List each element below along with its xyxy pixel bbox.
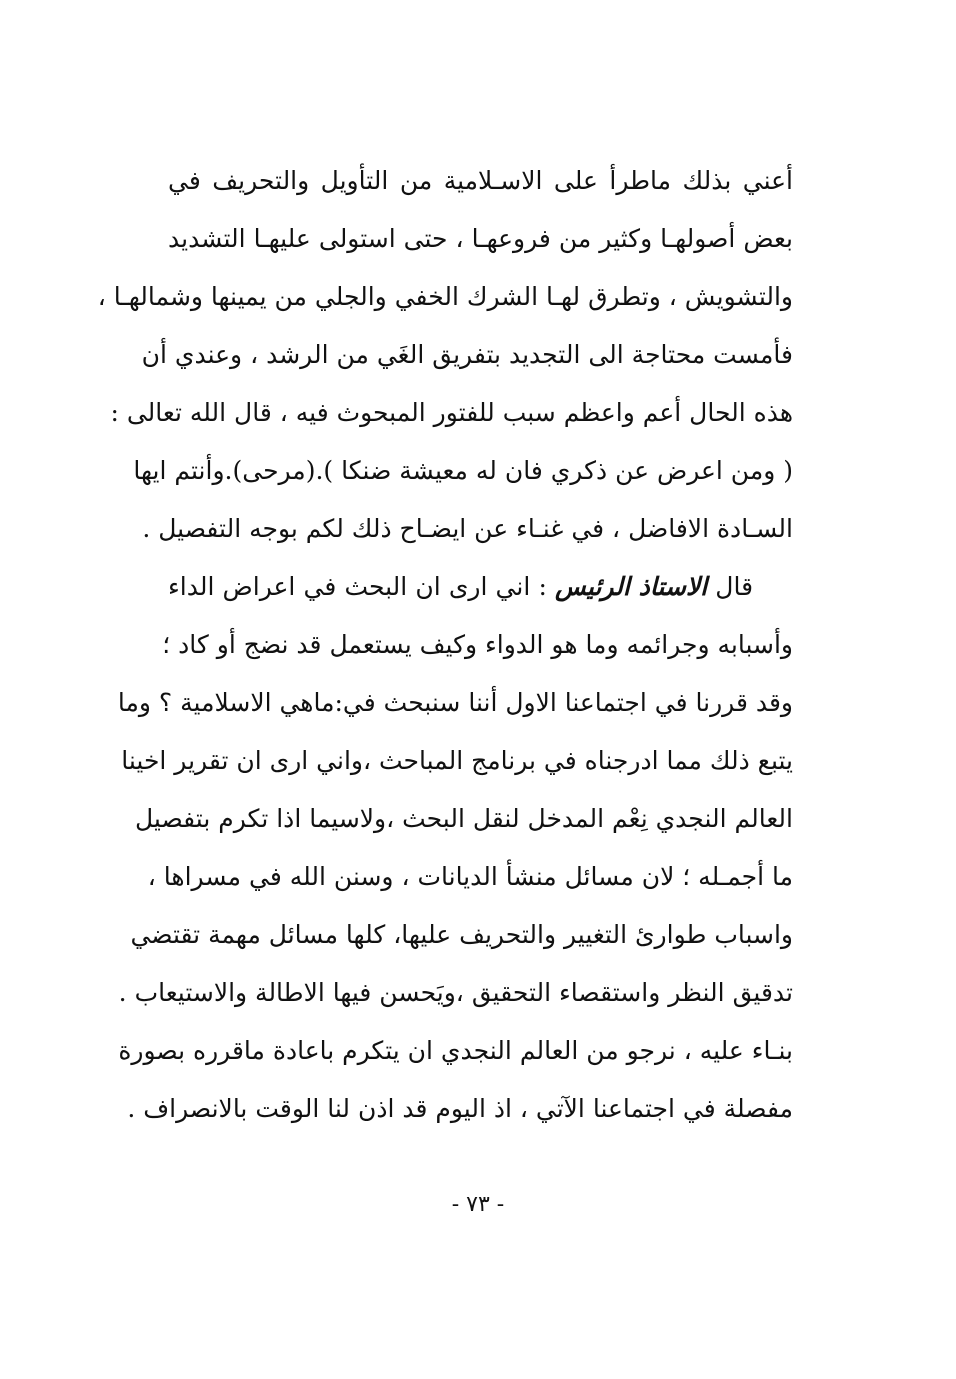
speaker-prefix: قال — [715, 572, 754, 601]
text-line: العالم النجدي نِعْم المدخل لنقل البحث ،ولاسيما اذا تكرم بتفصيل — [135, 804, 793, 833]
text-line: أعني بذلك ماطرأ على الاسـلامية من التأويل والتحريف في — [168, 166, 793, 195]
text-line: واسباب طوارئ التغيير والتحريف عليها، كلها مسائل مهمة تقتضي — [130, 920, 793, 949]
text-line: والتشويش ، وتطرق لهـا الشرك الخفي والجلي من يمينها وشمالهـا ، — [97, 282, 793, 311]
body-text — [97, 152, 793, 1138]
text-line: وقد قررنا في اجتماعنا الاول أننا سنبحث في:ماهي الاسلامية ؟ وما — [117, 688, 793, 717]
speaker-name: الاستاذ الرئيس — [555, 572, 708, 601]
text-line: يتبع ذلك مما ادرجناه في برنامج المباحث ،واني ارى ان تقرير اخينا — [121, 746, 793, 775]
text-line: ( ومن اعرض عن ذكري فان له معيشة ضنكا ).(مرحى).وأنتم ايها — [133, 456, 793, 485]
text-line: هذه الحال أعم واعظم سبب للفتور المبحوث فيه ، قال الله تعالى : — [110, 398, 793, 427]
text-line: فأمست محتاجة الى التجديد بتفريق الغَي من الرشد ، وعندي أن — [141, 340, 793, 369]
speaker-line — [168, 558, 793, 616]
text-line: تدقيق النظر واستقصاء التحقيق ،ويَحسن فيها الاطالة والاستيعاب . — [118, 978, 793, 1007]
text-line: بعض أصولهـا وكثير من فروعهـا ، حتى استولى عليهـا التشديد — [168, 224, 793, 253]
text-line: السـادة الافاضل ، في غنـاء عن ايضـاح ذلك لكم بوجه التفصيل . — [142, 514, 793, 543]
text-line: بنـاء عليه ، نرجو من العالم النجدي ان يتكرم باعادة ماقرره بصورة — [118, 1036, 793, 1065]
text-line: مفصلة في اجتماعنا الآتي ، اذ اليوم قد اذن لنا الوقت بالانصراف . — [127, 1094, 793, 1123]
page-number: - ٧٣ - — [451, 1192, 505, 1217]
text-line: وأسبابه وجرائمه وما هو الدواء وكيف يستعمل قد نضج أو كاد ؛ — [162, 630, 793, 659]
text-line: ما أجمـله ؛ لان مسائل منشأ الديانات ، وسنن الله في مسراها ، — [147, 862, 793, 891]
speaker-text: : اني ارى ان البحث في اعراض الداء — [168, 572, 547, 601]
